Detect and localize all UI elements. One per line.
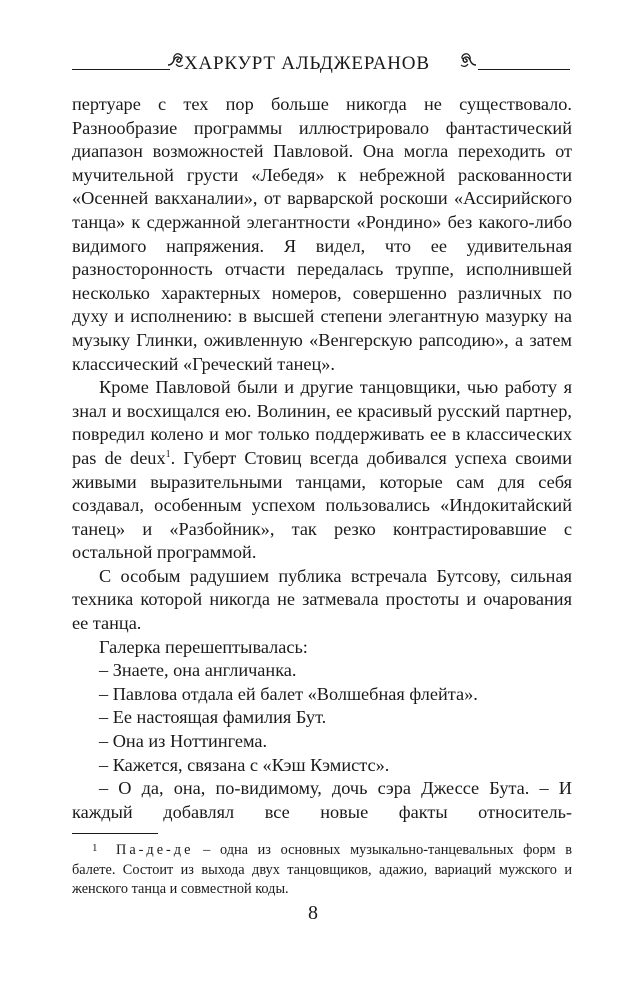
footnote-text: – одна из основных музыкально-танцевальных форм в балете. Состоит из выхода двух танцовщиков, адажио, вариаций мужского и женского танца и совместной коды. [72,842,572,897]
fleuron-icon [167,52,185,70]
paragraph-2-start: Кроме Павловой были и другие танцовщики, чью работу я знал и восхищался ею. Волинин, ее красивый русский партнер, повредил колено и мог только поддерживать ее в классических pas de deux [72,377,572,468]
dialogue-line-4: – Она из Ноттингема. [99,731,268,752]
dialogue-line-5: – Кажется, связана с «Кэш Кэмистс». [99,754,390,775]
header-rule-left [72,69,170,70]
header-title: ХАРКУРТ АЛЬДЖЕРАНОВ [184,53,430,74]
paragraph-3: С особым радушием публика встречала Бутсову, сильная техника которой никогда не затмевала простоты и очарования ее танца. [72,565,572,634]
paragraph-2-end: . Губерт Стовиц всегда добивался успеха своими живыми выразительными танцами, которые сам для себя создавал, особенным успехом пользовались «Индокитайский танец» и «Разбойник», так резко контрастировавшие с остальной программой. [72,447,572,563]
dialogue-line-2: – Павлова отдала ей балет «Волшебная флейта». [99,683,478,704]
footnote-number: 1 [92,842,98,854]
paragraph-4: Галерка перешептывалась: [99,636,308,657]
header-rule-right [478,69,570,70]
paragraph-2 [72,376,572,565]
footnote [72,839,572,900]
page-number: 8 [308,902,318,924]
paragraph-1: пертуаре с тех пор больше никогда не существовало. Разнообразие программы иллюстрировало фантастический диапазон возможностей Павловой. Она могла переходить от мучительной грусти «Лебедя» к небрежной раскованности «Осенней вакханалии», от варварской роскоши «Ассирийского танца» к сдержанной элегантности «Рондино» без какого-либо видимого напряжения. Я видел, что ее удивительная разносторонность отчасти передалась труппе, исполнившей несколько характерных номеров, совершенно различных по духу и исполнению: в высшей степени элегантную мазурку на музыку Глинки, оживленную «Венгерскую рапсодию», а затем классический «Греческий танец». [72,94,572,374]
dialogue-line-3: – Ее настоящая фамилия Бут. [99,707,327,728]
footnote-rule [72,833,158,834]
footnote-term: Па-де-де [116,842,194,858]
dialogue-line-1: – Знаете, она англичанка. [99,660,297,681]
main-text [72,93,572,824]
footnote-reference: 1 [165,448,171,460]
fleuron-icon [459,52,477,70]
running-header [72,48,570,74]
dialogue-line-6: – О да, она, по-видимому, дочь сэра Джессе Бута. – И каждый добавлял все новые факты относитель- [72,778,572,822]
